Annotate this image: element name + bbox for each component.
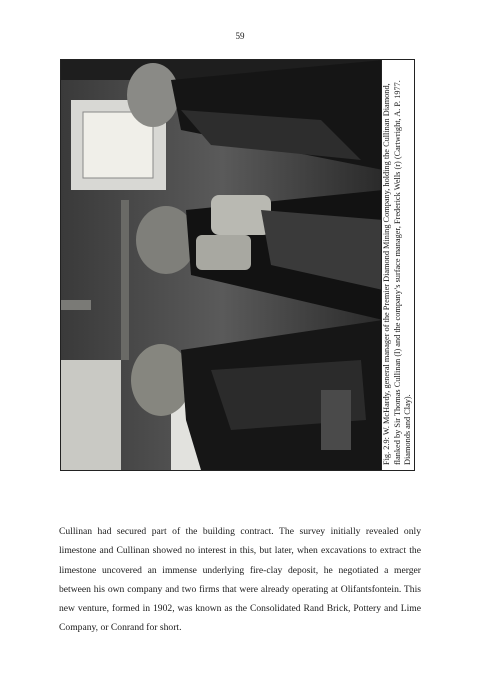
figure-caption-box <box>381 60 414 470</box>
page-number: 59 <box>235 31 245 41</box>
figure <box>60 59 415 471</box>
body-paragraph: Cullinan had secured part of the building contract. The survey initially revealed only limestone and Cullinan showed no interest in this, but later, when excavations to extract the limestone uncovered an immense underlying fire-clay deposit, he negotiated a merger between his own company and two firms that were already operating at Olifantsfontein. This new venture, formed in 1902, was known as the Consolidated Rand Brick, Pottery and Lime Company, or Conrand for short. <box>59 526 421 634</box>
photo-illustration <box>61 60 383 470</box>
figure-caption: Fig. 2.9: W. McHardy, general manager of the Premier Diamond Mining Company, holding the Cullinan Diamond, flanked by Sir Thomas Cullinan (l) and the company’s surface manager, Frederick Wells (r) (Cartwright, A. P. 1977. Diamonds and Clay). <box>382 80 413 465</box>
historical-photograph <box>61 60 383 470</box>
